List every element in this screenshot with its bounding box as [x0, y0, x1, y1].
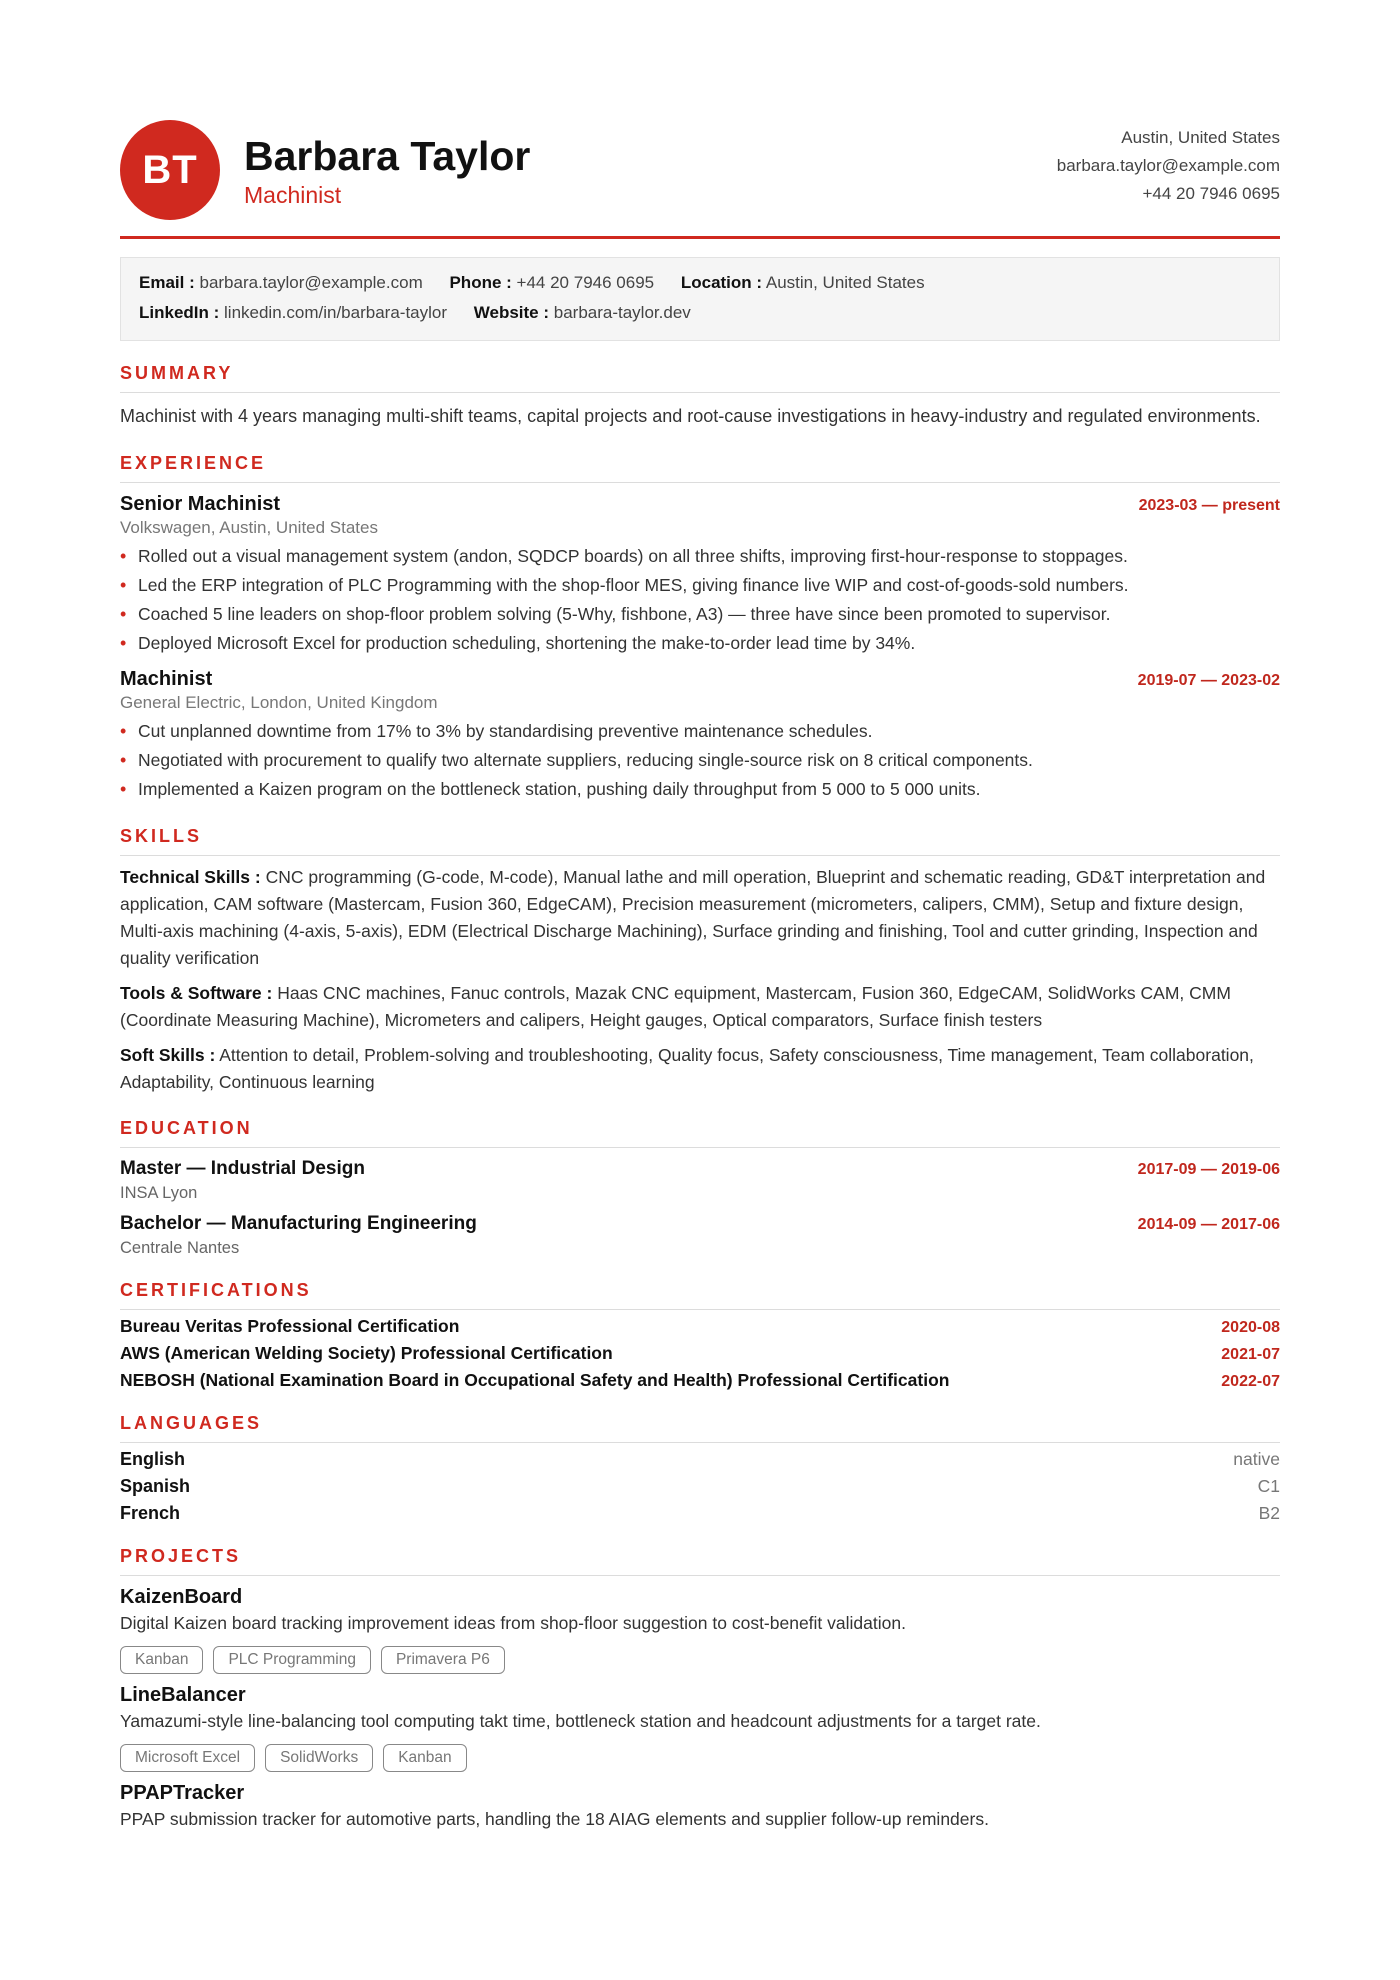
language-row: [120, 1449, 1280, 1470]
education-school: Centrale Nantes: [120, 1239, 240, 1257]
project-tag: SolidWorks: [265, 1744, 373, 1772]
project-tags: [120, 1646, 1280, 1674]
info-linkedin-value[interactable]: linkedin.com/in/barbara-taylor: [224, 303, 448, 322]
job-bullet: • Coached 5 line leaders on shop-floor problem solving (5-Why, fishbone, A3) — three have since been promoted to supervisor.: [120, 600, 1280, 629]
candidate-name: Barbara Taylor: [244, 132, 531, 179]
section-title-experience: EXPERIENCE: [120, 453, 1280, 483]
skill-group-label: Technical Skills :: [120, 867, 261, 887]
education-degree: Bachelor — Manufacturing Engineering: [120, 1213, 477, 1234]
education-header: [120, 1158, 1280, 1180]
info-email[interactable]: [139, 273, 423, 292]
project-tag: PLC Programming: [213, 1646, 371, 1674]
header-contact: [1057, 124, 1280, 208]
language-level: native: [1233, 1449, 1280, 1469]
section-title-skills: SKILLS: [120, 826, 1280, 856]
job-bullet: • Implemented a Kaizen program on the bottleneck station, pushing daily throughput from 5 000 to 5 000 units.: [120, 775, 1280, 804]
language-level: B2: [1258, 1503, 1280, 1523]
skills-list: [120, 864, 1280, 1096]
skill-group-text: Haas CNC machines, Fanuc controls, Mazak CNC equipment, Mastercam, Fusion 360, EdgeCAM, SolidWorks CAM, CMM (Coordinate Measuring Machine), Micrometers and calipers, Height gauges, Optical comparators, Surface finish testers: [120, 983, 1231, 1030]
job-dates: 2019-07 — 2023-02: [1137, 672, 1280, 689]
job-bullet: • Rolled out a visual management system (andon, SQDCP boards) on all three shifts, improving first-hour-response to stoppages.: [120, 542, 1280, 571]
project-tags: [120, 1744, 1280, 1772]
job-entry: [120, 493, 1280, 658]
section-title-languages: LANGUAGES: [120, 1413, 1280, 1443]
info-phone-value[interactable]: +44 20 7946 0695: [516, 273, 655, 292]
education-school: INSA Lyon: [120, 1184, 198, 1202]
info-phone[interactable]: [449, 273, 654, 292]
job-entry-title: Senior Machinist: [120, 493, 281, 515]
project-entry: [120, 1684, 1280, 1772]
header-divider: [120, 236, 1280, 239]
skill-group-text: Attention to detail, Problem-solving and troubleshooting, Quality focus, Safety consciousness, Time management, Team collaboration, Adaptability, Continuous learning: [120, 1045, 1254, 1092]
project-description: PPAP submission tracker for automotive parts, handling the 18 AIAG elements and supplier follow-up reminders.: [120, 1809, 989, 1829]
info-website-label: Website :: [473, 303, 550, 322]
certification-name: Bureau Veritas Professional Certification: [120, 1316, 460, 1336]
certification-list: [120, 1316, 1280, 1391]
job-company: General Electric, London, United Kingdom: [120, 693, 438, 712]
language-name: French: [120, 1503, 181, 1523]
job-entry: [120, 668, 1280, 804]
info-location: [681, 273, 925, 292]
job-bullets: [120, 717, 1280, 804]
name-block: [244, 132, 530, 209]
project-description: Yamazumi-style line-balancing tool computing takt time, bottleneck station and headcount adjustments for a target rate.: [120, 1711, 1041, 1731]
job-bullet: • Negotiated with procurement to qualify two alternate suppliers, reducing single-source risk on 8 critical components.: [120, 746, 1280, 775]
job-header: [120, 668, 1280, 691]
education-entry: [120, 1158, 1280, 1203]
skill-group: [120, 980, 1280, 1034]
job-bullets: [120, 542, 1280, 658]
job-bullet: • Cut unplanned downtime from 17% to 3% by standardising preventive maintenance schedules.: [120, 717, 1280, 746]
language-row: [120, 1476, 1280, 1497]
skill-group-label: Tools & Software :: [120, 983, 273, 1003]
header-phone[interactable]: +44 20 7946 0695: [1142, 184, 1280, 203]
education-dates: 2014-09 — 2017-06: [1137, 1216, 1280, 1233]
language-row: [120, 1503, 1280, 1524]
section-title-projects: PROJECTS: [120, 1546, 1280, 1576]
certification-date: 2020-08: [1221, 1319, 1280, 1336]
project-entry: [120, 1586, 1280, 1674]
language-level: C1: [1257, 1476, 1280, 1496]
project-name: LineBalancer: [120, 1684, 246, 1706]
job-entry-title: Machinist: [120, 668, 213, 690]
education-list: [120, 1158, 1280, 1258]
job-bullet: • Led the ERP integration of PLC Programming with the shop-floor MES, giving finance live WIP and cost-of-goods-sold numbers.: [120, 571, 1280, 600]
project-tag: Kanban: [120, 1646, 203, 1674]
project-name: KaizenBoard: [120, 1586, 243, 1608]
language-list: [120, 1449, 1280, 1524]
language-name: English: [120, 1449, 186, 1469]
education-entry: [120, 1213, 1280, 1258]
header-email[interactable]: barbara.taylor@example.com: [1056, 156, 1280, 175]
contact-row-2: [139, 298, 1261, 328]
info-website[interactable]: [474, 303, 691, 322]
project-description: Digital Kaizen board tracking improvement ideas from shop-floor suggestion to cost-benefit validation.: [120, 1613, 906, 1633]
certification-date: 2022-07: [1221, 1373, 1280, 1390]
skill-group-label: Soft Skills :: [120, 1045, 216, 1065]
skill-group: [120, 864, 1280, 972]
skill-group-text: CNC programming (G-code, M-code), Manual lathe and mill operation, Blueprint and schematic reading, GD&T interpretation and application, CAM software (Mastercam, Fusion 360, EdgeCAM), Precision measurement (micrometers, calipers, CMM), Setup and fixture design, Multi-axis machining (4-axis, 5-axis), EDM (Electrical Discharge Machining), Surface grinding and finishing, Tool and cutter grinding, Inspection and quality verification: [120, 867, 1266, 968]
info-email-value[interactable]: barbara.taylor@example.com: [199, 273, 423, 292]
info-linkedin[interactable]: [139, 303, 447, 322]
identity-block: [120, 120, 530, 220]
project-name: PPAPTracker: [120, 1782, 245, 1804]
certification-date: 2021-07: [1221, 1346, 1280, 1363]
header-location: Austin, United States: [1121, 128, 1280, 147]
certification-row: [120, 1343, 1280, 1364]
education-dates: 2017-09 — 2019-06: [1137, 1161, 1280, 1178]
contact-info-box: [120, 257, 1280, 341]
resume-header: [120, 120, 1280, 236]
certification-row: [120, 1316, 1280, 1337]
info-email-label: Email :: [139, 273, 195, 292]
skill-group: [120, 1042, 1280, 1096]
project-tag: Primavera P6: [381, 1646, 505, 1674]
summary-text: Machinist with 4 years managing multi-shift teams, capital projects and root-cause investigations in heavy-industry and regulated environments.: [120, 406, 1261, 426]
section-title-education: EDUCATION: [120, 1118, 1280, 1148]
language-name: Spanish: [120, 1476, 191, 1496]
education-degree: Master — Industrial Design: [120, 1158, 365, 1179]
project-tag: Kanban: [383, 1744, 466, 1772]
info-linkedin-label: LinkedIn :: [139, 303, 220, 322]
certification-name: AWS (American Welding Society) Professional Certification: [120, 1343, 613, 1363]
certification-name: NEBOSH (National Examination Board in Occupational Safety and Health) Professional Certification: [120, 1370, 950, 1390]
project-entry: [120, 1782, 1280, 1830]
section-title-certifications: CERTIFICATIONS: [120, 1280, 1280, 1310]
project-tag: Microsoft Excel: [120, 1744, 255, 1772]
job-company: Volkswagen, Austin, United States: [120, 518, 378, 537]
education-header: [120, 1213, 1280, 1235]
info-website-value[interactable]: barbara-taylor.dev: [553, 303, 691, 322]
section-title-summary: SUMMARY: [120, 363, 1280, 393]
info-phone-label: Phone :: [449, 273, 512, 292]
certification-row: [120, 1370, 1280, 1391]
project-list: [120, 1586, 1280, 1830]
job-title: Machinist: [244, 181, 342, 208]
job-bullet: • Deployed Microsoft Excel for production scheduling, shortening the make-to-order lead time by 34%.: [120, 629, 1280, 658]
avatar: BT: [120, 120, 220, 220]
info-location-value: Austin, United States: [765, 273, 925, 292]
experience-list: [120, 493, 1280, 804]
info-location-label: Location :: [680, 273, 763, 292]
contact-row-1: [139, 268, 1261, 298]
job-header: [120, 493, 1280, 516]
job-dates: 2023-03 — present: [1138, 497, 1280, 514]
